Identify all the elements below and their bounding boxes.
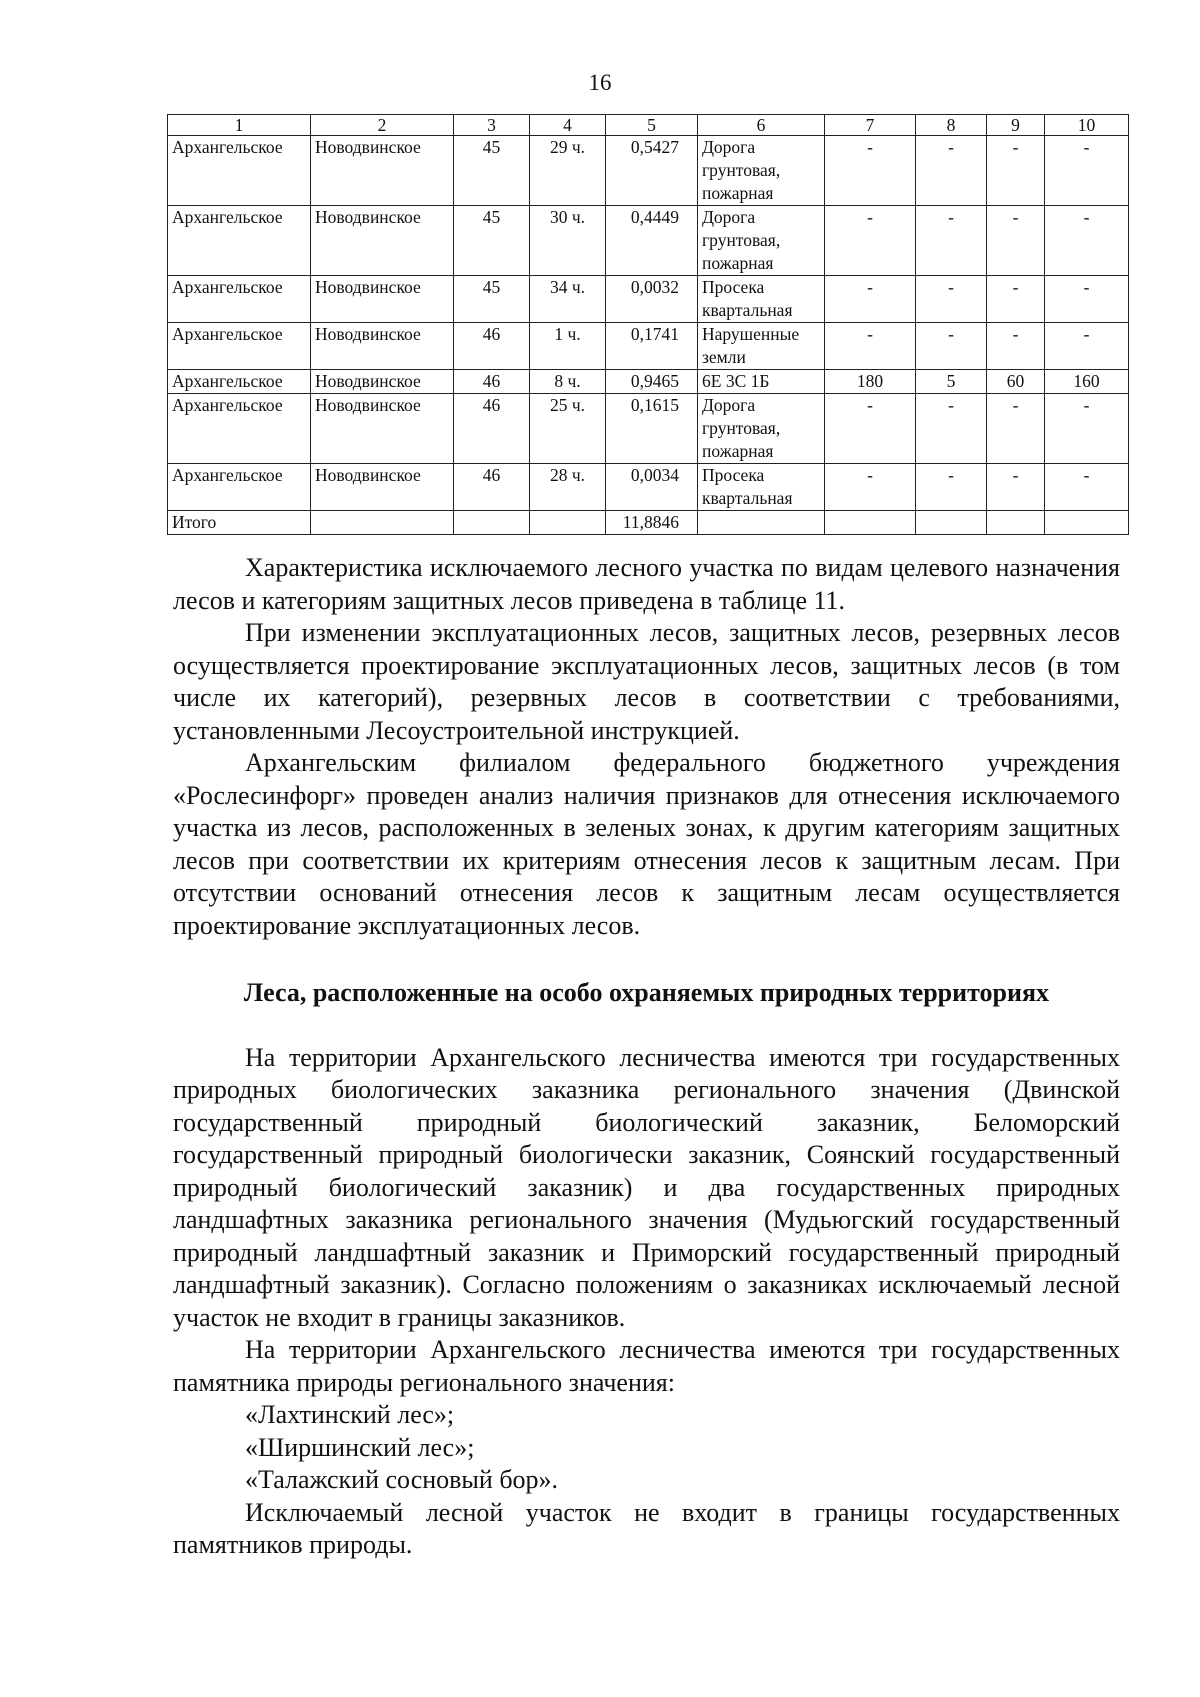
cell-quarter: 46 [454, 394, 530, 464]
empty-cell [825, 511, 916, 535]
cell-col7: - [825, 323, 916, 370]
cell-quarter: 46 [454, 370, 530, 394]
cell-forestry: Архангельское [168, 206, 311, 276]
cell-quarter: 45 [454, 206, 530, 276]
total-area: 11,8846 [606, 511, 698, 535]
header-cell: 2 [311, 115, 454, 136]
table-row [168, 136, 1129, 206]
cell-col8: - [916, 136, 987, 206]
cell-col10: - [1045, 464, 1129, 511]
cell-col7: - [825, 136, 916, 206]
header-cell: 7 [825, 115, 916, 136]
cell-forestry: Архангельское [168, 394, 311, 464]
list-item: «Ширшинский лес»; [245, 1432, 475, 1462]
cell-subcompartment: 29 ч. [530, 136, 606, 206]
cell-area: 0,0032 [606, 276, 698, 323]
cell-col7: 180 [825, 370, 916, 394]
cell-col7: - [825, 276, 916, 323]
cell-col9: - [987, 206, 1045, 276]
cell-col10: 160 [1045, 370, 1129, 394]
paragraph: Архангельским филиалом федерального бюджетного учреждения «Рослесинфорг» проведен анализ наличия признаков для отнесения исключаемого участка из лесов, расположенных в зеленых зонах, к другим категориям защитных лесов при соответствии их критериям отнесения лесов к защитным лесам. При отсутствии оснований отнесения лесов к защитным лесам осуществляется проектирование эксплуатационных лесов. [173, 748, 1120, 940]
cell-composition: Дорога грунтовая, пожарная [698, 206, 825, 276]
header-cell: 4 [530, 115, 606, 136]
cell-subcompartment: 30 ч. [530, 206, 606, 276]
paragraph: Исключаемый лесной участок не входит в границы государственных памятников природы. [173, 1497, 1120, 1559]
paragraph: При изменении эксплуатационных лесов, защитных лесов, резервных лесов осуществляется проектирование эксплуатационных лесов, защитных лесов (в том числе их категорий), резервных лесов в соответствии с требованиями, установленными Лесоустроительной инструкцией. [173, 618, 1120, 745]
list-item: «Талажский сосновый бор». [245, 1465, 559, 1494]
table-row [168, 370, 1129, 394]
empty-cell [530, 511, 606, 535]
cell-col9: 60 [987, 370, 1045, 394]
cell-quarter: 45 [454, 136, 530, 206]
cell-area: 0,5427 [606, 136, 698, 206]
cell-quarter: 46 [454, 464, 530, 511]
header-cell: 6 [698, 115, 825, 136]
cell-col10: - [1045, 323, 1129, 370]
cell-composition: Просека квартальная [698, 464, 825, 511]
cell-forestry: Архангельское [168, 323, 311, 370]
header-cell: 3 [454, 115, 530, 136]
table-row [168, 276, 1129, 323]
cell-composition: Просека квартальная [698, 276, 825, 323]
header-cell: 5 [606, 115, 698, 136]
empty-cell [698, 511, 825, 535]
cell-composition: Дорога грунтовая, пожарная [698, 394, 825, 464]
cell-col9: - [987, 136, 1045, 206]
table-header-row [168, 115, 1129, 136]
empty-cell [1045, 511, 1129, 535]
total-label: Итого [168, 511, 311, 535]
table-total-row [168, 511, 1129, 535]
cell-col7: - [825, 206, 916, 276]
table-row [168, 394, 1129, 464]
cell-col8: - [916, 394, 987, 464]
cell-composition: Дорога грунтовая, пожарная [698, 136, 825, 206]
cell-col7: - [825, 394, 916, 464]
cell-forestry: Архангельское [168, 276, 311, 323]
cell-district: Новодвинское [311, 394, 454, 464]
empty-cell [987, 511, 1045, 535]
cell-forestry: Архангельское [168, 370, 311, 394]
cell-subcompartment: 28 ч. [530, 464, 606, 511]
cell-subcompartment: 34 ч. [530, 276, 606, 323]
cell-subcompartment: 8 ч. [530, 370, 606, 394]
cell-col9: - [987, 464, 1045, 511]
cell-forestry: Архангельское [168, 136, 311, 206]
document-body [173, 552, 1120, 1562]
cell-col9: - [987, 276, 1045, 323]
cell-area: 0,0034 [606, 464, 698, 511]
header-cell: 8 [916, 115, 987, 136]
cell-col8: - [916, 464, 987, 511]
cell-col10: - [1045, 394, 1129, 464]
cell-district: Новодвинское [311, 276, 454, 323]
paragraph: Характеристика исключаемого лесного участка по видам целевого назначения лесов и категориям защитных лесов приведена в таблице 11. [173, 553, 1120, 615]
paragraph: На территории Архангельского лесничества имеются три государственных природных биологических заказника регионального значения (Двинской государственный природный биологический заказник, Беломорский государственный природный биологически заказник, Соянский государственный природный биологический заказник) и два государственных природных ландшафтных заказника регионального значения (Мудьюгский государственный природный ландшафтный заказник и Приморский государственный природный ландшафтный заказник). Согласно положениям о заказниках исключаемый лесной участок не входит в границы заказников. [173, 1042, 1120, 1332]
cell-col9: - [987, 394, 1045, 464]
header-cell: 1 [168, 115, 311, 136]
cell-area: 0,9465 [606, 370, 698, 394]
empty-cell [454, 511, 530, 535]
paragraph: На территории Архангельского лесничества имеются три государственных памятника природы регионального значения: [173, 1335, 1120, 1397]
cell-col8: - [916, 206, 987, 276]
table-body [168, 115, 1129, 535]
empty-cell [311, 511, 454, 535]
cell-quarter: 45 [454, 276, 530, 323]
empty-cell [916, 511, 987, 535]
cell-col10: - [1045, 276, 1129, 323]
cell-district: Новодвинское [311, 370, 454, 394]
cell-district: Новодвинское [311, 136, 454, 206]
cell-composition: 6Е 3С 1Б [698, 370, 825, 394]
cell-subcompartment: 1 ч. [530, 323, 606, 370]
cell-col8: - [916, 323, 987, 370]
cell-col9: - [987, 323, 1045, 370]
cell-col7: - [825, 464, 916, 511]
cell-col10: - [1045, 206, 1129, 276]
cell-district: Новодвинское [311, 206, 454, 276]
cell-area: 0,1615 [606, 394, 698, 464]
cell-forestry: Архангельское [168, 464, 311, 511]
cell-district: Новодвинское [311, 323, 454, 370]
cell-col10: - [1045, 136, 1129, 206]
table-row [168, 206, 1129, 276]
page-number: 16 [588, 70, 612, 95]
cell-col8: - [916, 276, 987, 323]
cell-subcompartment: 25 ч. [530, 394, 606, 464]
cell-area: 0,1741 [606, 323, 698, 370]
cell-quarter: 46 [454, 323, 530, 370]
cell-district: Новодвинское [311, 464, 454, 511]
list-item: «Лахтинский лес»; [245, 1400, 455, 1429]
header-cell: 10 [1045, 115, 1129, 136]
table-row [168, 464, 1129, 511]
cell-col8: 5 [916, 370, 987, 394]
header-cell: 9 [987, 115, 1045, 136]
table-row [168, 323, 1129, 370]
section-heading: Леса, расположенные на особо охраняемых природных территориях [243, 978, 1050, 1007]
forest-plots-table [167, 114, 1129, 535]
cell-composition: Нарушенные земли [698, 323, 825, 370]
cell-area: 0,4449 [606, 206, 698, 276]
